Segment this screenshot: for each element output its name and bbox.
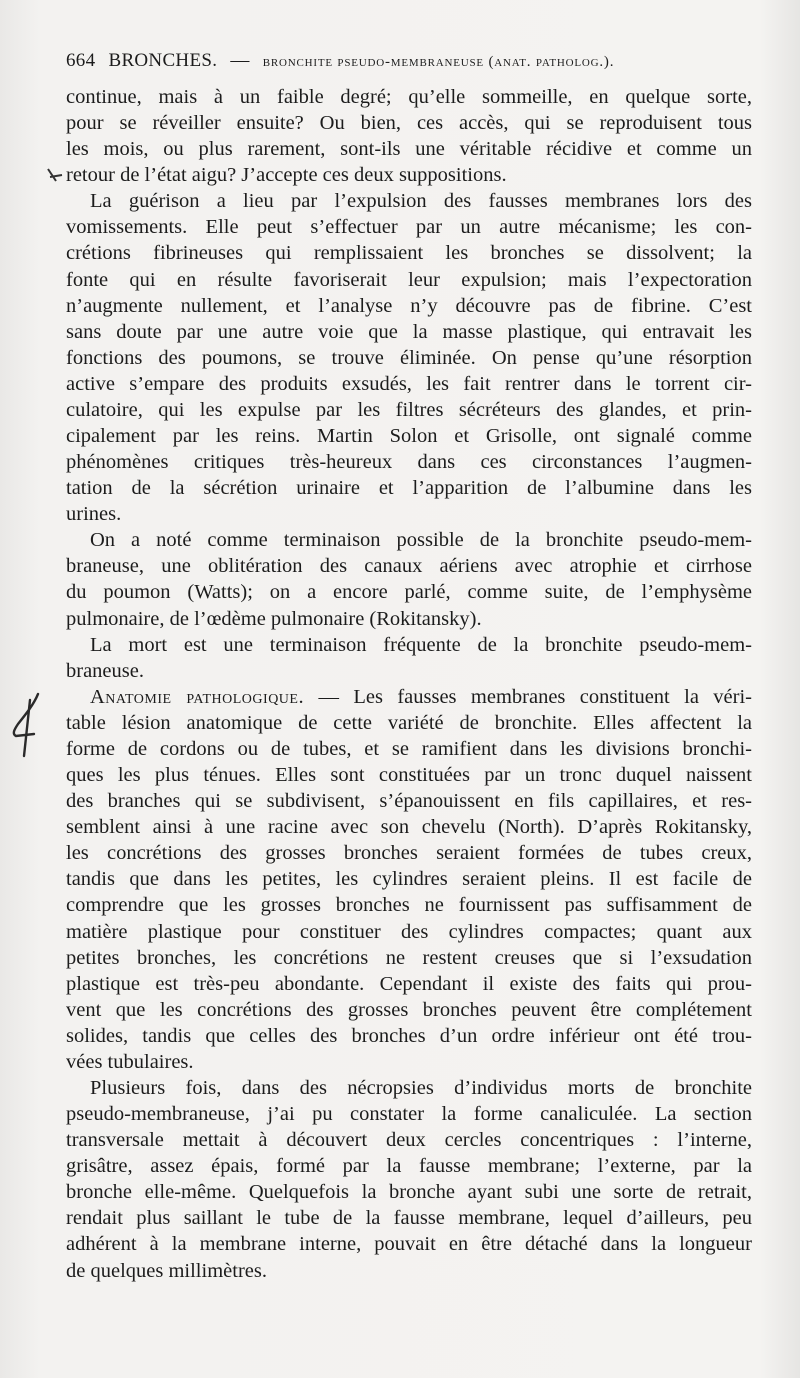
section-title: BRONCHES. [108, 50, 218, 71]
text-line: transversale mettait à découvert deux cercles concentriques : l’interne, [66, 1129, 752, 1152]
section-heading: Anatomie pathologique. [90, 685, 305, 708]
text-line: vent que les concrétions des grosses bronches peuvent être complétement [66, 998, 752, 1021]
text-line: continue, mais à un faible degré; qu’elle sommeille, en quelque sorte, [66, 86, 752, 108]
text-line: table lésion anatomique de cette variété de bronchite. Elles affectent la [66, 711, 752, 734]
text-line: phénomènes critiques très-heureux dans ces circonstances l’augmen- [66, 451, 752, 474]
text-line: culatoire, qui les expulse par les filtres sécréteurs des glandes, et prin- [66, 398, 752, 421]
text-line [66, 684, 752, 710]
text-line: solides, tandis que celles des bronches d’un ordre inférieur ont été trou- [66, 1024, 752, 1047]
text-line: comprendre que les grosses bronches ne fournissent pas suffisamment de [66, 894, 752, 917]
text-line: forme de cordons ou de tubes, et se ramifient dans les divisions bronchi- [66, 737, 752, 760]
text-line: matière plastique pour constituer des cylindres compactes; quant aux [66, 920, 752, 943]
text-line: grisâtre, assez épais, formé par la fausse membrane; l’externe, par la [66, 1155, 752, 1178]
text-line: urines. [66, 503, 122, 526]
text-line: braneuse. [66, 659, 144, 682]
text-line: pseudo-membraneuse, j’ai pu constater la forme canaliculée. La section [66, 1103, 752, 1126]
text-line: vomissements. Elle peut s’effectuer par un autre mécanisme; les con- [66, 216, 752, 239]
handwritten-margin-mark [4, 690, 58, 760]
text-line: fonte qui en résulte favoriserait leur expulsion; mais l’expectoration [66, 268, 752, 291]
text-line: tandis que dans les petites, les cylindres seraient pleins. Il est facile de [66, 868, 752, 891]
text-line: semblent ainsi à une racine avec son chevelu (North). D’après Rokitansky, [66, 816, 752, 839]
text-line: vées tubulaires. [66, 1050, 194, 1073]
page-number: 664 [66, 50, 96, 71]
text-line: pulmonaire, de l’œdème pulmonaire (Rokitansky). [66, 607, 482, 630]
text-line: adhérent à la membrane interne, pouvait en être détaché dans la longueur [66, 1233, 752, 1256]
text-line: du poumon (Watts); on a encore parlé, comme suite, de l’emphysème [66, 581, 752, 604]
text-line: La mort est une terminaison fréquente de la bronchite pseudo-mem- [90, 633, 752, 656]
text-line: rendait plus saillant le tube de la fausse membrane, lequel d’ailleurs, peu [66, 1207, 752, 1230]
text-line: Plusieurs fois, dans des nécropsies d’individus morts de bronchite [90, 1076, 752, 1099]
text-line: pour se réveiller ensuite? Ou bien, ces accès, qui se reproduisent tous [66, 112, 752, 135]
heading-line-rest: — Les fausses membranes constituent la véri- [304, 685, 752, 708]
text-line: fonctions des poumons, se trouve éliminée. On pense qu’une résorption [66, 346, 752, 369]
text-line: de quelques millimètres. [66, 1259, 267, 1282]
text-line: active s’empare des produits exsudés, les fait rentrer dans le torrent cir- [66, 372, 752, 395]
text-line: les concrétions des grosses bronches seraient formées de tubes creux, [66, 842, 752, 865]
text-line: les mois, ou plus rarement, sont-ils une véritable récidive et comme un [66, 138, 752, 161]
text-line: crétions fibrineuses qui remplissaient les bronches se dissolvent; la [66, 242, 752, 265]
text-line: ques les plus ténues. Elles sont constituées par un tronc duquel naissent [66, 764, 752, 787]
text-line: retour de l’état aigu? J’accepte ces deux suppositions. [66, 164, 507, 187]
text-line: tation de la sécrétion urinaire et l’apparition de l’albumine dans les [66, 477, 752, 500]
text-line: petites bronches, les concrétions ne restent creuses que si l’exsudation [66, 946, 752, 969]
text-line: plastique est très-peu abondante. Cependant il existe des faits qui prou- [66, 972, 752, 995]
text-line: des branches qui se subdivisent, s’épanouissent en fils capillaires, et res- [66, 790, 752, 813]
text-line: n’augmente nullement, et l’analyse n’y découvre pas de fibrine. C’est [66, 294, 752, 317]
text-line: cipalement par les reins. Martin Solon et Grisolle, ont signalé comme [66, 425, 752, 448]
running-header [66, 50, 766, 74]
text-line: sans doute par une autre voie que la masse plastique, qui entravait les [66, 320, 752, 343]
body-text [66, 84, 752, 1284]
text-line: La guérison a lieu par l’expulsion des fausses membranes lors des [90, 190, 752, 213]
text-line: braneuse, une oblitération des canaux aériens avec atrophie et cirrhose [66, 555, 752, 578]
header-dash: — [230, 50, 250, 71]
text-line: On a noté comme terminaison possible de la bronchite pseudo-mem- [90, 529, 752, 552]
running-title: bronchite pseudo-membraneuse (anat. patholog.). [262, 54, 615, 70]
text-line: bronche elle-même. Quelquefois la bronche ayant subi une sorte de retrait, [66, 1181, 752, 1204]
